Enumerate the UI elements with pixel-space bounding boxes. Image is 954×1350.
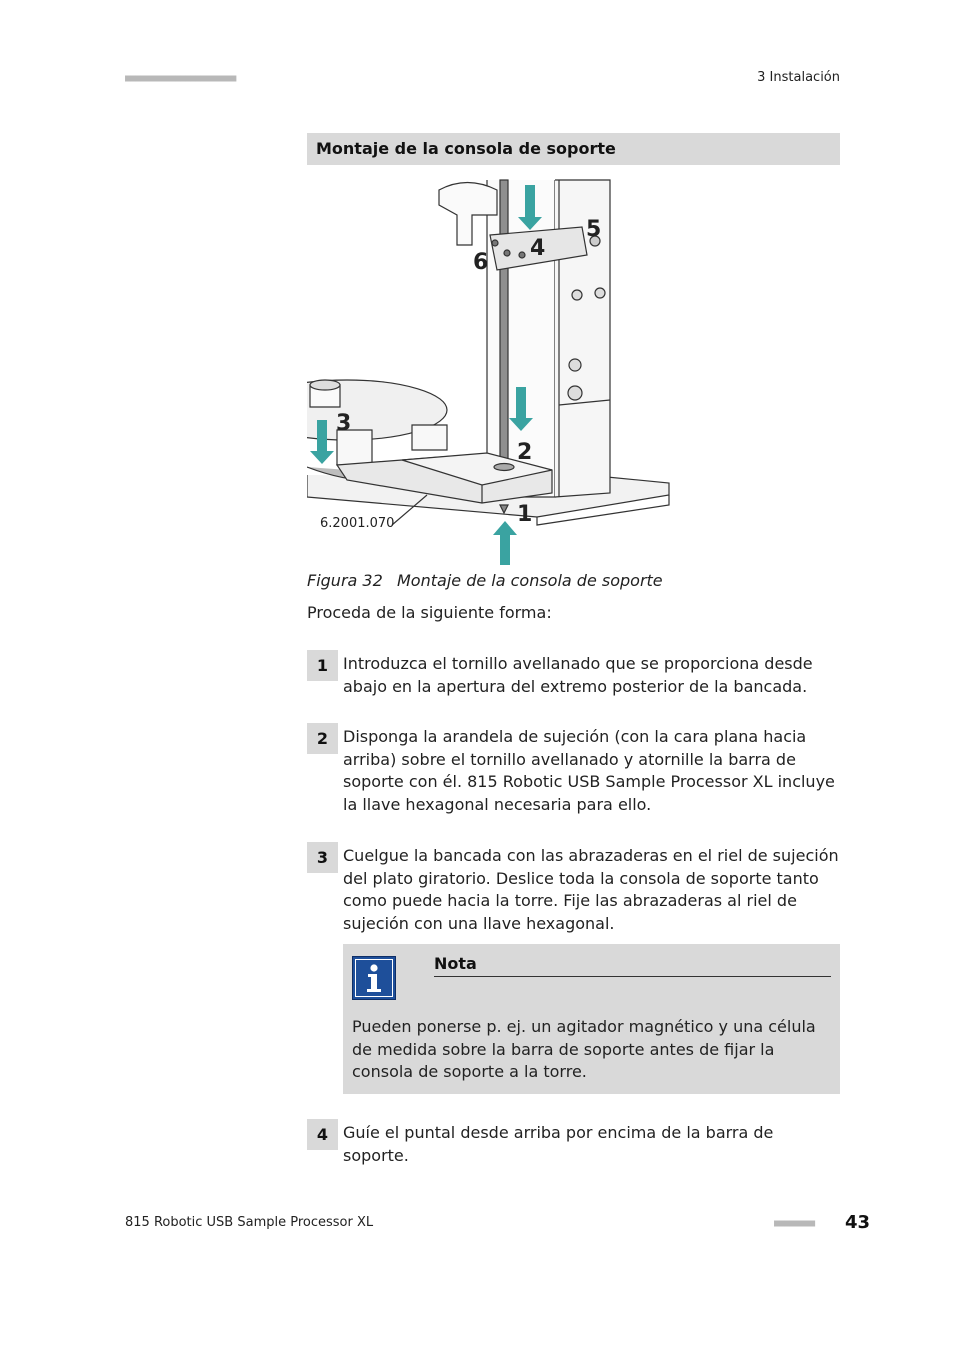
step-number: 2 bbox=[307, 723, 338, 754]
page-number: 43 bbox=[845, 1212, 871, 1233]
intro-text: Proceda de la siguiente forma: bbox=[307, 603, 552, 622]
step-text: Introduzca el tornillo avellanado que se proporciona desde abajo en la apertura del extremo posterior de la bancada. bbox=[343, 654, 813, 696]
figure-number: Figura 32 bbox=[307, 571, 383, 590]
step-text: Guíe el puntal desde arriba por encima de la barra de soporte. bbox=[343, 1123, 774, 1165]
assembly-illustration bbox=[307, 175, 677, 567]
callout-5: 5 bbox=[586, 217, 602, 242]
part-number-label: 6.2001.070 bbox=[320, 516, 395, 531]
callout-4: 4 bbox=[530, 236, 546, 261]
chapter-title: 3 Instalación bbox=[757, 70, 840, 85]
note-body: Pueden ponerse p. ej. un agitador magnético y una célula de medida sobre la barra de soporte antes de fijar la consola de soporte a la torre. bbox=[352, 1017, 816, 1081]
section-title: Montaje de la consola de soporte bbox=[316, 139, 616, 158]
step-number: 4 bbox=[307, 1119, 338, 1150]
callout-3: 3 bbox=[336, 411, 352, 436]
header-decoration: ■■■■■■■■■■■■■■■■■■■■■■ bbox=[125, 73, 236, 84]
note-title: Nota bbox=[434, 954, 477, 973]
figure-caption bbox=[307, 571, 663, 590]
note-box bbox=[343, 944, 840, 1094]
info-icon bbox=[352, 956, 396, 1000]
arrow-up-1 bbox=[493, 521, 517, 565]
assembly-figure bbox=[307, 175, 677, 567]
section-heading bbox=[307, 133, 840, 165]
callout-2: 2 bbox=[517, 440, 533, 465]
callout-6: 6 bbox=[473, 250, 489, 275]
step-text: Cuelgue la bancada con las abrazaderas en el riel de sujeción del plato giratorio. Deslice toda la consola de soporte tanto como puede hacia la torre. Fije las abrazaderas al riel de sujeción con una llave hexagonal. bbox=[343, 846, 839, 933]
note-divider bbox=[434, 976, 831, 977]
step-number: 1 bbox=[307, 650, 338, 681]
step-text: Disponga la arandela de sujeción (con la cara plana hacia arriba) sobre el tornillo avellanado y atornille la barra de soporte con él. 815 Robotic USB Sample Processor XL incluye la llave hexagonal necesaria para ello. bbox=[343, 727, 835, 814]
figure-caption-text: Montaje de la consola de soporte bbox=[397, 571, 663, 590]
footer-product-name: 815 Robotic USB Sample Processor XL bbox=[125, 1215, 374, 1230]
step-number: 3 bbox=[307, 842, 338, 873]
footer-decoration: ■■■■■■■■ bbox=[774, 1218, 815, 1229]
callout-1: 1 bbox=[517, 502, 533, 527]
